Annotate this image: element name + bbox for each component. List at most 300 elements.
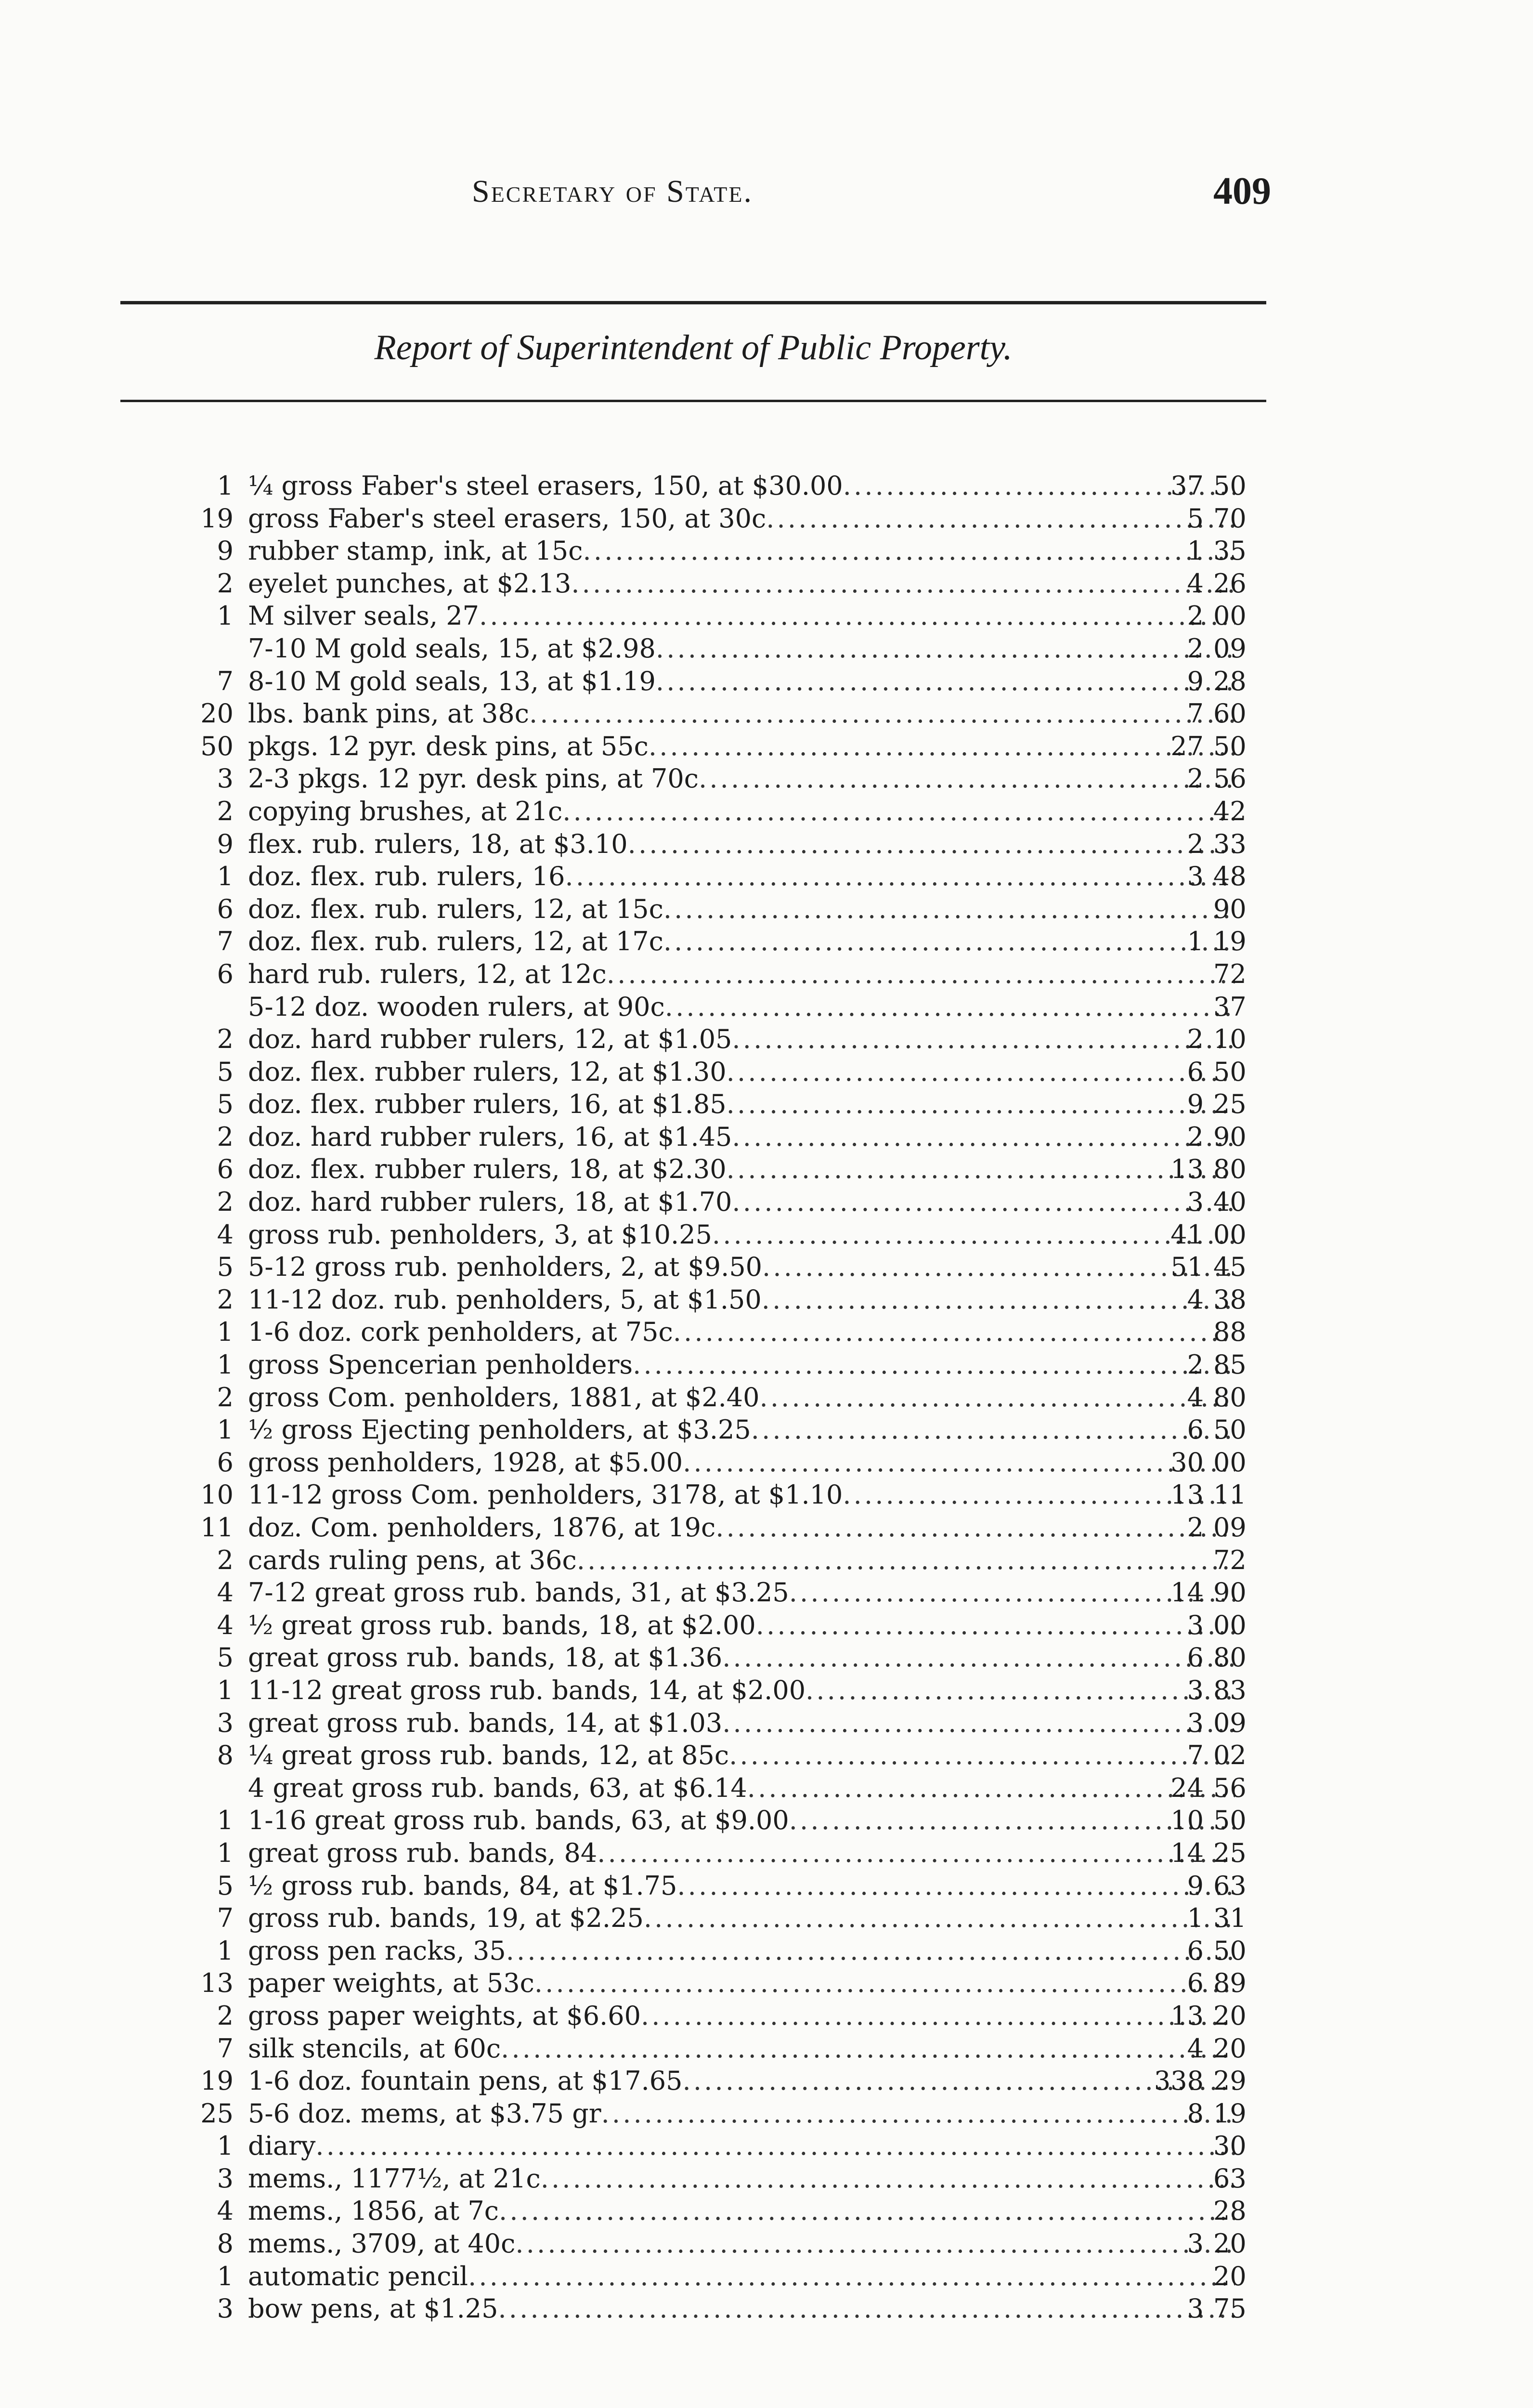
item-quantity: 2 — [217, 2000, 234, 2031]
item-description: doz. flex. rubber rulers, 16, at $1.85 — [248, 1089, 727, 1120]
dot-leaders — [665, 991, 1235, 1023]
ledger-row — [159, 1739, 1276, 1772]
item-quantity: 11 — [200, 1512, 234, 1543]
item-amount-dollars: 3 — [1187, 1707, 1204, 1738]
ledger-row — [159, 860, 1276, 893]
item-quantity: 1 — [217, 1414, 234, 1445]
item-amount-cents: 63 — [1213, 1870, 1247, 1901]
item-description: doz. hard rubber rulers, 16, at $1.45 — [248, 1121, 732, 1152]
item-quantity: 7 — [217, 926, 234, 957]
item-description-cell — [248, 1316, 1235, 1348]
ledger-row — [159, 795, 1276, 828]
ledger-row — [159, 2227, 1276, 2260]
item-description: 5-12 doz. wooden rulers, at 90c — [248, 991, 665, 1022]
item-description-cell — [248, 1902, 1235, 1935]
item-amount-dollars: 3 — [1187, 2228, 1204, 2259]
item-amount-dollars: 6 — [1187, 1935, 1204, 1966]
item-amount-cents: 30 — [1213, 2131, 1247, 2161]
item-amount-dollars: 2 — [1187, 1349, 1204, 1380]
ledger-row — [159, 991, 1276, 1023]
item-description: pkgs. 12 pyr. desk pins, at 55c — [248, 731, 649, 761]
dot-leaders — [673, 1316, 1235, 1348]
ledger-row — [159, 1316, 1276, 1348]
item-quantity: 5 — [217, 1870, 234, 1901]
item-amount-dollars: 7 — [1187, 1740, 1204, 1771]
item-description-cell — [248, 2260, 1235, 2293]
item-description: 1-6 doz. cork penholders, at 75c — [248, 1317, 673, 1348]
item-description-cell — [248, 2227, 1235, 2260]
item-description-cell — [248, 1609, 1235, 1642]
item-description-cell — [248, 1772, 1235, 1805]
dot-leaders — [649, 730, 1235, 763]
item-amount-cents: 80 — [1213, 1642, 1247, 1673]
ledger-row — [159, 632, 1276, 665]
item-quantity: 5 — [217, 1056, 234, 1087]
item-description: gross paper weights, at $6.60 — [248, 2000, 641, 2031]
item-description: great gross rub. bands, 84 — [248, 1837, 598, 1868]
item-amount-cents: 19 — [1213, 2098, 1247, 2129]
item-amount-dollars: 6 — [1187, 1056, 1204, 1087]
running-head — [472, 170, 1271, 217]
item-description: doz. flex. rub. rulers, 12, at 15c — [248, 893, 663, 924]
ledger-row — [159, 828, 1276, 861]
item-description-cell — [248, 1479, 1235, 1511]
ledger-row — [159, 1674, 1276, 1707]
item-description: lbs. bank pins, at 38c — [248, 698, 529, 729]
item-description-cell — [248, 762, 1235, 795]
dot-leaders — [498, 2292, 1235, 2325]
item-description: 2-3 pkgs. 12 pyr. desk pins, at 70c — [248, 763, 699, 794]
item-amount-cents: 50 — [1213, 1056, 1247, 1087]
item-description-cell — [248, 958, 1235, 991]
item-amount-dollars: 2 — [1187, 633, 1204, 664]
ledger-row — [159, 697, 1276, 730]
dot-leaders — [515, 2227, 1235, 2260]
dot-leaders — [628, 828, 1235, 861]
item-quantity: 3 — [217, 2293, 234, 2324]
ledger-row — [159, 1283, 1276, 1316]
item-quantity: 5 — [217, 1089, 234, 1120]
item-description: doz. flex. rubber rulers, 12, at $1.30 — [248, 1056, 727, 1087]
item-amount-cents: 35 — [1213, 536, 1247, 566]
item-amount-dollars: 6 — [1187, 1642, 1204, 1673]
dot-leaders — [499, 2195, 1235, 2227]
ledger-row — [159, 1056, 1276, 1088]
item-quantity: 50 — [200, 731, 234, 761]
item-amount-dollars: 5 — [1187, 503, 1204, 534]
item-amount-cents: 25 — [1213, 1089, 1247, 1120]
item-amount-cents: 88 — [1213, 1317, 1247, 1348]
item-description-cell — [248, 1283, 1235, 1316]
ledger-row — [159, 502, 1276, 535]
item-quantity: 4 — [217, 1577, 234, 1608]
item-quantity: 2 — [217, 1121, 234, 1152]
item-quantity: 4 — [217, 1610, 234, 1640]
item-description-cell — [248, 1511, 1235, 1544]
item-amount-cents: 50 — [1213, 471, 1247, 501]
item-quantity: 1 — [217, 1805, 234, 1836]
item-description-cell — [248, 2130, 1235, 2162]
item-description: 8-10 M gold seals, 13, at $1.19 — [248, 666, 656, 696]
item-description: mems., 1177½, at 21c — [248, 2163, 541, 2194]
item-description: 11-12 great gross rub. bands, 14, at $2.00 — [248, 1675, 806, 1705]
item-amount-dollars: 2 — [1187, 1121, 1204, 1152]
dot-leaders — [601, 2097, 1235, 2130]
item-quantity: 6 — [217, 1447, 234, 1478]
item-description-cell — [248, 1023, 1235, 1056]
item-amount-cents: 37 — [1213, 991, 1247, 1022]
ledger-row — [159, 2195, 1276, 2227]
item-amount-dollars: 2 — [1187, 1024, 1204, 1055]
item-amount-cents: 02 — [1213, 1740, 1247, 1771]
dot-leaders — [641, 2000, 1235, 2032]
dot-leaders — [562, 795, 1235, 828]
dot-leaders — [534, 1967, 1235, 2000]
report-heading: Report of Superintendent of Public Property. — [374, 328, 1013, 367]
item-description: flex. rub. rulers, 18, at $3.10 — [248, 828, 628, 859]
item-amount-cents: 33 — [1213, 828, 1247, 859]
item-amount-cents: 90 — [1213, 893, 1247, 924]
ledger-row — [159, 1837, 1276, 1870]
item-description: great gross rub. bands, 18, at $1.36 — [248, 1642, 723, 1673]
item-description: gross penholders, 1928, at $5.00 — [248, 1447, 683, 1478]
ledger-row — [159, 762, 1276, 795]
ledger-row — [159, 1935, 1276, 1967]
ledger-row — [159, 1121, 1276, 1153]
item-amount-dollars: 338 — [1154, 2066, 1204, 2096]
item-description: diary — [248, 2131, 316, 2161]
dot-leaders — [468, 2260, 1235, 2293]
item-amount-cents: 50 — [1213, 1414, 1247, 1445]
item-quantity: 2 — [217, 796, 234, 826]
item-quantity: 19 — [200, 2066, 234, 2096]
item-quantity: 2 — [217, 568, 234, 599]
dot-leaders — [597, 1837, 1235, 1870]
item-description: doz. hard rubber rulers, 12, at $1.05 — [248, 1024, 732, 1055]
item-amount-dollars: 9 — [1187, 1870, 1204, 1901]
item-description: silk stencils, at 60c — [248, 2033, 501, 2064]
item-quantity: 19 — [200, 503, 234, 534]
item-amount-dollars: 13 — [1170, 2000, 1204, 2031]
item-amount-dollars: 27 — [1170, 731, 1204, 761]
item-quantity: 3 — [217, 1707, 234, 1738]
item-amount-dollars: 1 — [1187, 536, 1204, 566]
dot-leaders — [663, 925, 1235, 958]
ledger-row — [159, 1804, 1276, 1837]
item-quantity: 5 — [217, 1642, 234, 1673]
item-description-cell — [248, 2032, 1235, 2065]
ledger-row — [159, 1413, 1276, 1446]
item-amount-cents: 20 — [1213, 2261, 1247, 2291]
item-quantity: 2 — [217, 1284, 234, 1315]
item-quantity: 2 — [217, 1544, 234, 1575]
ledger-row — [159, 1967, 1276, 2000]
item-description-cell — [248, 1967, 1235, 2000]
item-amount-dollars: 41 — [1170, 1219, 1204, 1250]
item-quantity: 8 — [217, 2228, 234, 2259]
item-amount-dollars: 1 — [1187, 1903, 1204, 1934]
item-quantity: 2 — [217, 1024, 234, 1055]
dot-leaders — [663, 893, 1235, 926]
dot-leaders — [315, 2130, 1235, 2162]
item-amount-cents: 72 — [1213, 958, 1247, 989]
item-amount-dollars: 6 — [1187, 1414, 1204, 1445]
ledger-row — [159, 730, 1276, 763]
ledger-row — [159, 1609, 1276, 1642]
item-description-cell — [248, 1381, 1235, 1414]
item-description: 5-12 gross rub. penholders, 2, at $9.50 — [248, 1252, 763, 1283]
item-amount-cents: 10 — [1213, 1024, 1247, 1055]
ledger-row — [159, 1641, 1276, 1674]
item-description-cell — [248, 2000, 1235, 2032]
ledger-row — [159, 2130, 1276, 2162]
dot-leaders — [506, 1935, 1235, 1967]
item-amount-dollars: 37 — [1170, 471, 1204, 501]
ledger-row — [159, 2065, 1276, 2097]
dot-leaders — [541, 2162, 1235, 2195]
item-quantity: 4 — [217, 1219, 234, 1250]
ledger-row — [159, 2292, 1276, 2325]
item-description-cell — [248, 1707, 1235, 1740]
item-description: gross Spencerian penholders — [248, 1349, 633, 1380]
item-description-cell — [248, 600, 1235, 632]
dot-leaders — [501, 2032, 1235, 2065]
ledger-row — [159, 600, 1276, 632]
ledger-table — [159, 470, 1276, 2325]
item-description: mems., 1856, at 7c — [248, 2196, 499, 2226]
item-amount-cents: 50 — [1213, 1935, 1247, 1966]
item-description-cell — [248, 1251, 1235, 1283]
item-amount-dollars: 13 — [1170, 1479, 1204, 1510]
page-number: 409 — [1213, 170, 1271, 212]
ledger-row — [159, 2260, 1276, 2293]
item-amount-cents: 45 — [1213, 1252, 1247, 1283]
item-description: gross Faber's steel erasers, 150, at 30c — [248, 503, 766, 534]
item-quantity: 8 — [217, 1740, 234, 1771]
item-description-cell — [248, 1674, 1235, 1707]
ledger-row — [159, 1153, 1276, 1186]
item-description: 11-12 gross Com. penholders, 3178, at $1.10 — [248, 1479, 843, 1510]
item-amount-cents: 00 — [1213, 1219, 1247, 1250]
item-amount-cents: 20 — [1213, 2000, 1247, 2031]
item-description-cell — [248, 632, 1235, 665]
item-amount-cents: 00 — [1213, 601, 1247, 631]
ledger-row — [159, 925, 1276, 958]
item-description-cell — [248, 535, 1235, 567]
item-quantity: 13 — [200, 1968, 234, 1999]
item-description: great gross rub. bands, 14, at $1.03 — [248, 1707, 723, 1738]
item-quantity: 20 — [200, 698, 234, 729]
item-description: 1-6 doz. fountain pens, at $17.65 — [248, 2066, 683, 2096]
item-description-cell — [248, 502, 1235, 535]
item-amount-cents: 20 — [1213, 2228, 1247, 2259]
ledger-row — [159, 893, 1276, 926]
item-description-cell — [248, 1739, 1235, 1772]
item-description-cell — [248, 1153, 1235, 1186]
ledger-row — [159, 1902, 1276, 1935]
item-quantity: 2 — [217, 1382, 234, 1413]
item-quantity: 1 — [217, 471, 234, 501]
item-amount-dollars: 14 — [1170, 1577, 1204, 1608]
item-amount-cents: 42 — [1213, 796, 1247, 826]
item-amount-cents: 83 — [1213, 1675, 1247, 1705]
item-description-cell — [248, 1218, 1235, 1251]
top-rule — [120, 301, 1266, 304]
ledger-row — [159, 1544, 1276, 1577]
item-amount-dollars: 4 — [1187, 1284, 1204, 1315]
item-description-cell — [248, 1088, 1235, 1121]
dot-leaders — [571, 567, 1235, 600]
item-description-cell — [248, 1056, 1235, 1088]
item-amount-dollars: 2 — [1187, 601, 1204, 631]
item-amount-cents: 09 — [1213, 1512, 1247, 1543]
ledger-row — [159, 1707, 1276, 1740]
item-amount-cents: 70 — [1213, 503, 1247, 534]
item-description-cell — [248, 828, 1235, 861]
item-description: M silver seals, 27 — [248, 601, 480, 631]
ledger-row — [159, 567, 1276, 600]
item-amount-dollars: 3 — [1187, 1187, 1204, 1217]
dot-leaders — [633, 1348, 1235, 1381]
item-amount-dollars: 8 — [1187, 2098, 1204, 2129]
ledger-row — [159, 2097, 1276, 2130]
item-amount-dollars: 14 — [1170, 1837, 1204, 1868]
item-quantity: 7 — [217, 2033, 234, 2064]
ledger-row — [159, 958, 1276, 991]
item-description-cell — [248, 1413, 1235, 1446]
item-amount-cents: 50 — [1213, 1805, 1247, 1836]
item-description-cell — [248, 1446, 1235, 1479]
item-description: gross rub. bands, 19, at $2.25 — [248, 1903, 644, 1934]
item-description-cell — [248, 1576, 1235, 1609]
item-description: ¼ great gross rub. bands, 12, at 85c — [248, 1740, 729, 1771]
ledger-row — [159, 1446, 1276, 1479]
item-description: automatic pencil — [248, 2261, 468, 2291]
item-quantity: 1 — [217, 1317, 234, 1348]
item-amount-dollars: 2 — [1187, 763, 1204, 794]
item-description: doz. flex. rub. rulers, 16 — [248, 861, 565, 892]
item-quantity: 25 — [200, 2098, 234, 2129]
item-description: doz. Com. penholders, 1876, at 19c — [248, 1512, 716, 1543]
item-quantity: 6 — [217, 1154, 234, 1185]
item-amount-cents: 90 — [1213, 1121, 1247, 1152]
item-amount-cents: 50 — [1213, 731, 1247, 761]
item-quantity: 9 — [217, 536, 234, 566]
item-description: cards ruling pens, at 36c — [248, 1544, 577, 1575]
item-amount-cents: 60 — [1213, 698, 1247, 729]
item-description: gross rub. penholders, 3, at $10.25 — [248, 1219, 712, 1250]
item-amount-dollars: 13 — [1170, 1154, 1204, 1185]
item-amount-dollars: 9 — [1187, 1089, 1204, 1120]
item-amount-dollars: 2 — [1187, 1512, 1204, 1543]
item-quantity: 1 — [217, 1349, 234, 1380]
item-quantity: 3 — [217, 2163, 234, 2194]
item-quantity: 3 — [217, 763, 234, 794]
item-description-cell — [248, 1186, 1235, 1218]
item-quantity: 6 — [217, 893, 234, 924]
dot-leaders — [656, 665, 1235, 698]
item-quantity: 1 — [217, 1935, 234, 1966]
item-amount-dollars: 7 — [1187, 698, 1204, 729]
ledger-row — [159, 535, 1276, 567]
item-description: mems., 3709, at 40c — [248, 2228, 516, 2259]
item-quantity: 1 — [217, 2131, 234, 2161]
item-description-cell — [248, 1935, 1235, 1967]
item-description-cell — [248, 1837, 1235, 1870]
item-description: 7-12 great gross rub. bands, 31, at $3.25 — [248, 1577, 789, 1608]
item-amount-dollars: 4 — [1187, 1382, 1204, 1413]
item-description: gross Com. penholders, 1881, at $2.40 — [248, 1382, 760, 1413]
item-description: 4 great gross rub. bands, 63, at $6.14 — [248, 1772, 747, 1803]
item-description-cell — [248, 665, 1235, 698]
item-description: doz. flex. rubber rulers, 18, at $2.30 — [248, 1154, 727, 1185]
item-description-cell — [248, 1348, 1235, 1381]
dot-leaders — [529, 697, 1235, 730]
item-amount-dollars: 3 — [1187, 1610, 1204, 1640]
item-amount-cents: 63 — [1213, 2163, 1247, 2194]
item-amount-cents: 31 — [1213, 1903, 1247, 1934]
item-amount-cents: 80 — [1213, 1154, 1247, 1185]
ledger-row — [159, 1381, 1276, 1414]
item-amount-cents: 48 — [1213, 861, 1247, 892]
item-amount-dollars: 4 — [1187, 568, 1204, 599]
item-description-cell — [248, 1804, 1235, 1837]
item-amount-dollars: 24 — [1170, 1772, 1204, 1803]
item-amount-cents: 11 — [1213, 1479, 1247, 1510]
dot-leaders — [656, 632, 1235, 665]
item-description-cell — [248, 893, 1235, 926]
item-description: rubber stamp, ink, at 15c — [248, 536, 583, 566]
ledger-row — [159, 2032, 1276, 2065]
item-amount-dollars: 2 — [1187, 828, 1204, 859]
item-amount-dollars: 3 — [1187, 861, 1204, 892]
item-amount-dollars: 9 — [1187, 666, 1204, 696]
item-description-cell — [248, 470, 1235, 502]
item-description-cell — [248, 2065, 1235, 2097]
item-description-cell — [248, 2292, 1235, 2325]
ledger-row — [159, 1772, 1276, 1805]
item-description-cell — [248, 860, 1235, 893]
item-description-cell — [248, 1870, 1235, 1902]
item-description: bow pens, at $1.25 — [248, 2293, 498, 2324]
item-description: gross pen racks, 35 — [248, 1935, 506, 1966]
item-description: 5-6 doz. mems, at $3.75 gr — [248, 2098, 601, 2129]
item-quantity: 1 — [217, 601, 234, 631]
ledger-row — [159, 1870, 1276, 1902]
item-quantity: 7 — [217, 1903, 234, 1934]
item-description: paper weights, at 53c — [248, 1968, 534, 1999]
item-description: 1-16 great gross rub. bands, 63, at $9.00 — [248, 1805, 789, 1836]
item-description-cell — [248, 2195, 1235, 2227]
item-description: eyelet punches, at $2.13 — [248, 568, 572, 599]
item-description-cell — [248, 1544, 1235, 1577]
item-amount-cents: 09 — [1213, 1707, 1247, 1738]
item-description: doz. flex. rub. rulers, 12, at 17c — [248, 926, 663, 957]
item-description: ¼ gross Faber's steel erasers, 150, at $30.00 — [248, 471, 843, 501]
item-description: hard rub. rulers, 12, at 12c — [248, 958, 607, 989]
item-amount-cents: 00 — [1213, 1447, 1247, 1478]
item-quantity: 7 — [217, 666, 234, 696]
item-amount-cents: 00 — [1213, 1610, 1247, 1640]
item-description-cell — [248, 2162, 1235, 2195]
item-description-cell — [248, 795, 1235, 828]
item-amount-cents: 75 — [1213, 2293, 1247, 2324]
item-quantity: 4 — [217, 2196, 234, 2226]
ledger-row — [159, 1088, 1276, 1121]
item-quantity: 5 — [217, 1252, 234, 1283]
ledger-row — [159, 1186, 1276, 1218]
item-description-cell — [248, 567, 1235, 600]
